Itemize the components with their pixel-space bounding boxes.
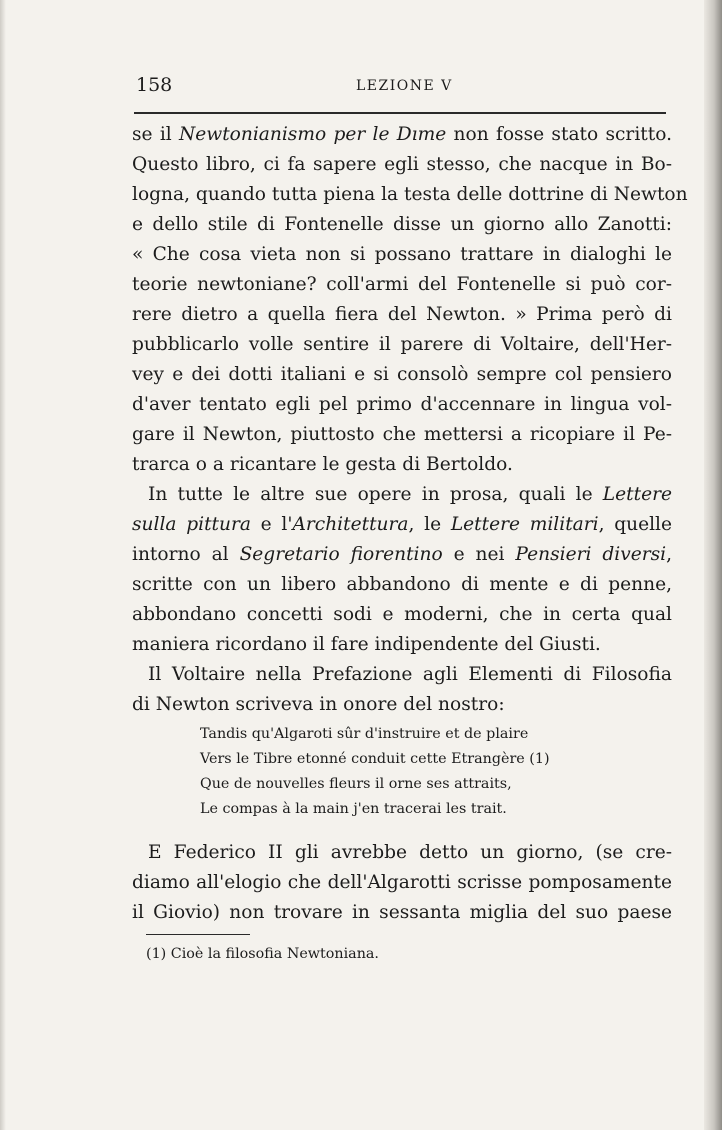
text-line bbox=[132, 898, 672, 928]
text-line bbox=[132, 600, 672, 630]
text-run: di Newton scriveva in onore del nostro: bbox=[132, 694, 505, 715]
body-text bbox=[132, 120, 688, 928]
paragraph-2 bbox=[132, 480, 672, 660]
text-run: vey e dei dotti italiani e si consolò sempre col pensiero bbox=[132, 364, 672, 385]
text-line bbox=[132, 180, 688, 210]
text-line bbox=[132, 450, 672, 480]
text-line bbox=[132, 570, 672, 600]
text-line bbox=[132, 690, 672, 720]
text-run: logna, quando tutta piena la testa delle dottrine di Newton bbox=[132, 184, 688, 205]
text-run: , quelle bbox=[598, 514, 673, 535]
paragraph-1 bbox=[132, 120, 688, 480]
text-run: In tutte le altre sue opere in prosa, quali le bbox=[148, 484, 603, 505]
text-run: d'aver tentato egli pel primo d'accennare in lingua vol- bbox=[132, 394, 672, 415]
text-run: , bbox=[666, 544, 672, 565]
page-number: 158 bbox=[136, 74, 173, 96]
text-line bbox=[132, 150, 672, 180]
text-run: gare il Newton, piuttosto che mettersi a ricopiare il Pe- bbox=[132, 424, 672, 445]
header-rule bbox=[134, 112, 666, 114]
text-line bbox=[132, 660, 672, 690]
italic-title: Architettura bbox=[292, 514, 409, 535]
text-run: abbondano concetti sodi e moderni, che in certa qual bbox=[132, 604, 672, 625]
italic-title: Pensieri diversi bbox=[515, 544, 667, 565]
text-run: e nei bbox=[442, 544, 516, 565]
verse-line: Tandis qu'Algaroti sûr d'instruire et de plaire bbox=[200, 726, 529, 742]
footnote: (1) Cioè la filosofia Newtoniana. bbox=[146, 946, 379, 962]
verse-quotation bbox=[200, 722, 590, 822]
running-head: LEZIONE V bbox=[356, 78, 453, 94]
text-run: scritte con un libero abbandono di mente e di penne, bbox=[132, 574, 672, 595]
text-run: e dello stile di Fontenelle disse un giorno allo Zanotti: bbox=[132, 214, 672, 235]
text-run: E Federico II gli avrebbe detto un giorno, (se cre- bbox=[148, 842, 672, 863]
verse-line: Que de nouvelles fleurs il orne ses attraits, bbox=[200, 776, 512, 792]
text-line bbox=[132, 270, 672, 300]
text-run: e l' bbox=[250, 514, 293, 535]
text-run: maniera ricordano il fare indipendente del Giusti. bbox=[132, 634, 601, 655]
text-line bbox=[132, 420, 672, 450]
italic-title: Lettere militari bbox=[450, 514, 599, 535]
text-line bbox=[132, 240, 672, 270]
text-run: Questo libro, ci fa sapere egli stesso, che nacque in Bo- bbox=[132, 154, 672, 175]
text-line bbox=[132, 330, 672, 360]
text-run: il Giovio) non trovare in sessanta miglia del suo paese bbox=[132, 902, 672, 923]
text-run: trarca o a ricantare le gesta di Bertoldo. bbox=[132, 454, 513, 475]
text-line bbox=[132, 480, 672, 510]
text-line bbox=[132, 390, 672, 420]
page-left-edge bbox=[0, 0, 6, 1130]
footnote-rule bbox=[146, 934, 250, 935]
verse-line: Vers le Tibre etonné conduit cette Etrangère (1) bbox=[200, 751, 550, 767]
text-run: intorno al bbox=[132, 544, 240, 565]
text-line bbox=[132, 210, 672, 240]
text-line bbox=[132, 838, 672, 868]
text-run: diamo all'elogio che dell'Algarotti scrisse pomposamente bbox=[132, 872, 672, 893]
text-line bbox=[132, 868, 672, 898]
text-line bbox=[132, 630, 672, 660]
italic-title: sulla pittura bbox=[132, 514, 251, 535]
text-run: « Che cosa vieta non si possano trattare in dialoghi le bbox=[132, 244, 672, 265]
italic-title: Lettere bbox=[602, 484, 672, 505]
verse-line: Le compas à la main j'en tracerai les trait. bbox=[200, 801, 507, 817]
text-line bbox=[132, 510, 672, 540]
text-run: , le bbox=[408, 514, 451, 535]
text-run: rere dietro a quella fiera del Newton. » Prima però di bbox=[132, 304, 672, 325]
text-line bbox=[132, 360, 672, 390]
text-run: se il bbox=[132, 124, 180, 145]
page-header bbox=[136, 74, 666, 104]
italic-title: Segretario fiorentino bbox=[239, 544, 443, 565]
page-right-edge bbox=[704, 0, 722, 1130]
text-line bbox=[132, 540, 672, 570]
text-run: teorie newtoniane? coll'armi del Fontenelle si può cor- bbox=[132, 274, 672, 295]
paragraph-3 bbox=[132, 660, 672, 720]
paragraph-4 bbox=[132, 838, 672, 928]
text-line bbox=[132, 300, 672, 330]
text-run: non fosse stato scritto. bbox=[446, 124, 672, 145]
text-line bbox=[132, 120, 672, 150]
text-run: pubblicarlo volle sentire il parere di Voltaire, dell'Her- bbox=[132, 334, 672, 355]
text-run: Il Voltaire nella Prefazione agli Elementi di Filosofia bbox=[148, 664, 672, 685]
italic-title: Newtonianismo per le Dıme bbox=[179, 124, 447, 145]
